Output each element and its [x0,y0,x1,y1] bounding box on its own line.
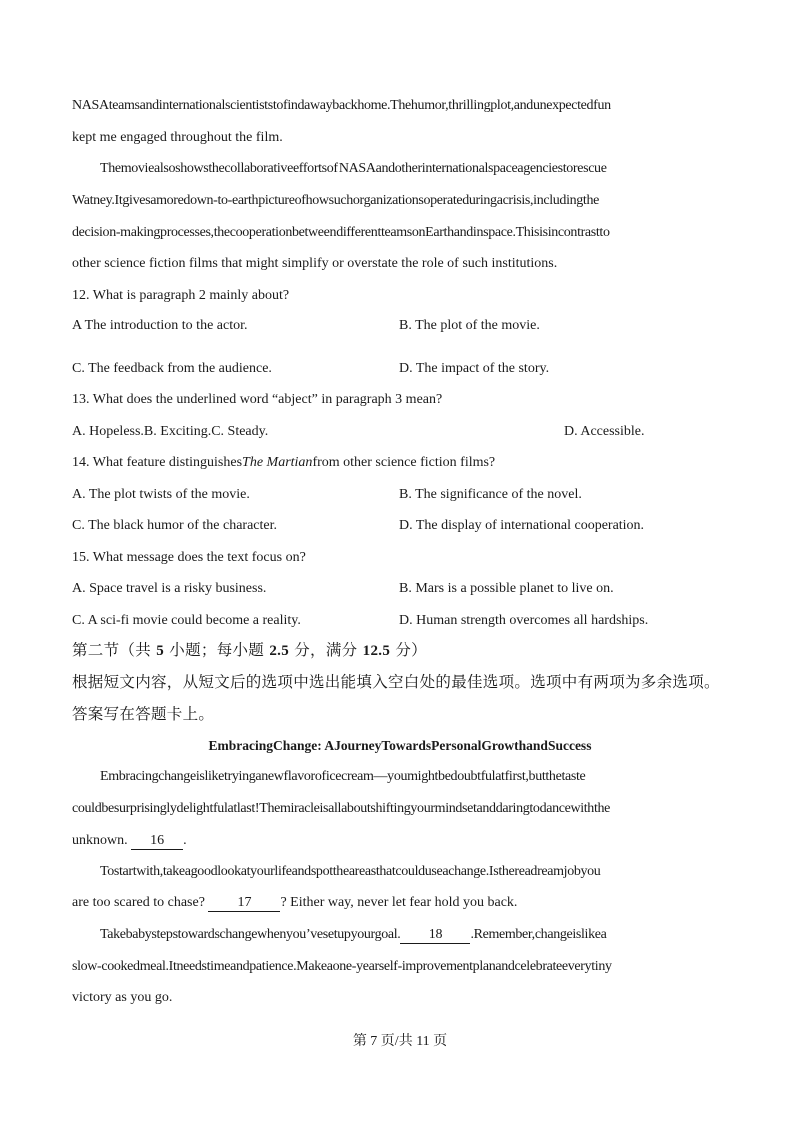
section2-instruction-line2: 答案写在答题卡上。 [72,705,215,723]
q15-option-c: C. A sci-fi movie could become a reality. [72,613,301,628]
article-p3-line3: victory as you go. [72,990,173,1005]
page-footer: 第 7 页/共 11 页 [352,1034,448,1049]
article-p1-line3 [72,831,187,851]
section2-heading [72,640,427,661]
article-p3-line1-post: .Remember,changeislikea [470,927,607,942]
passage-p2-line1: Themoviealsoshowsthecollaborativeeffortsof NASAandotherinternationalspaceagenciestorescue [100,161,607,176]
passage-p2-line4: other science fiction films that might simplify or overstate the role of such institutions. [72,256,558,271]
section2-heading-part2: 小题；每小题 [169,641,265,659]
q12-option-a: A The introduction to the actor. [72,318,248,333]
section2-question-count: 5 [156,643,165,659]
q15-option-b: B. Mars is a possible planet to live on. [399,581,614,596]
article-p3-line1 [100,925,606,945]
article-p2-line2-pre: are too scared to chase? [72,895,205,910]
q15-option-a: A. Space travel is a risky business. [72,581,267,596]
passage-p1-line2: kept me engaged throughout the film. [72,130,283,145]
q12-stem: 12. What is paragraph 2 mainly about? [72,288,290,303]
q14-option-c: C. The black humor of the character. [72,518,277,533]
article-p2-line2-post: ? Either way, never let fear hold you back. [280,895,518,910]
q12-option-b: B. The plot of the movie. [399,318,540,333]
q14-option-a: A. The plot twists of the movie. [72,487,250,502]
q15-option-d: D. Human strength overcomes all hardships. [399,613,649,628]
article-p1-line1: Embracingchangeisliketryinganewflavoroficecream—youmightbedoubtfulatfirst,butthetaste [100,769,586,784]
q14-stem [72,453,495,473]
section2-points-each: 2.5 [269,643,289,659]
article-p3-line1-pre: Takebabystepstowardschangewhenyou’vesetupyourgoal. [100,927,401,942]
blank-18[interactable]: 18 [400,927,470,944]
article-p2-line1: Tostartwith,takeagoodlookatyourlifeandspottheareasthatcoulduseachange.Isthereadreamjobyou [100,864,601,879]
article-p1-line2: couldbesurprisinglydelightfulatlast!Themiracleisallaboutshiftingyourmindsetanddaringtodancewiththe [72,801,610,816]
article-p1-line3-pre: unknown. [72,833,128,848]
q13-stem: 13. What does the underlined word “abject” in paragraph 3 mean? [72,392,443,407]
blank-17[interactable]: 17 [208,895,280,912]
q14-option-b: B. The significance of the novel. [399,487,582,502]
q13-options-abc: A. Hopeless.B. Exciting.C. Steady. [72,424,269,439]
q14-option-d: D. The display of international cooperation. [399,518,645,533]
q14-stem-pre: 14. What feature distinguishes [72,455,243,470]
section2-heading-part3: 分，满分 [294,641,358,659]
article-p3-line2: slow-cookedmeal.Itneedstimeandpatience.Makeaone-yearself-improvementplanandcelebrateeverytiny [72,959,612,974]
article-title: EmbracingChange: AJourneyTowardsPersonalGrowthandSuccess [208,738,592,753]
section2-heading-part4: 分） [395,641,427,659]
q12-option-c: C. The feedback from the audience. [72,361,272,376]
passage-p2-line3: decision-makingprocesses,thecooperationbetweendifferentteamsonEarthandinspace.Thisisincontrastto [72,225,610,240]
q12-option-d: D. The impact of the story. [399,361,550,376]
section2-points-total: 12.5 [362,643,391,659]
passage-p1-line1: NASAteamsandinternationalscientiststofindawaybackhome.Thehumor,thrillingplot,andunexpectedfun [72,98,611,113]
q14-stem-post: from other science fiction films? [312,455,496,470]
q15-stem: 15. What message does the text focus on? [72,550,306,565]
article-p1-line3-post: . [183,833,187,848]
article-p2-line2 [72,893,517,913]
blank-16[interactable]: 16 [131,833,183,850]
section2-heading-part1: 第二节（共 [72,641,152,659]
q14-stem-title: The Martian [242,455,313,470]
passage-p2-line2: Watney.Itgivesamoredown-to-earthpictureofhowsuchorganizationsoperateduringacrisis,includingthe [72,193,599,208]
section2-instruction-line1: 根据短文内容，从短文后的选项中选出能填入空白处的最佳选项。选项中有两项为多余选项。 [72,673,720,691]
q13-option-d: D. Accessible. [564,424,645,439]
